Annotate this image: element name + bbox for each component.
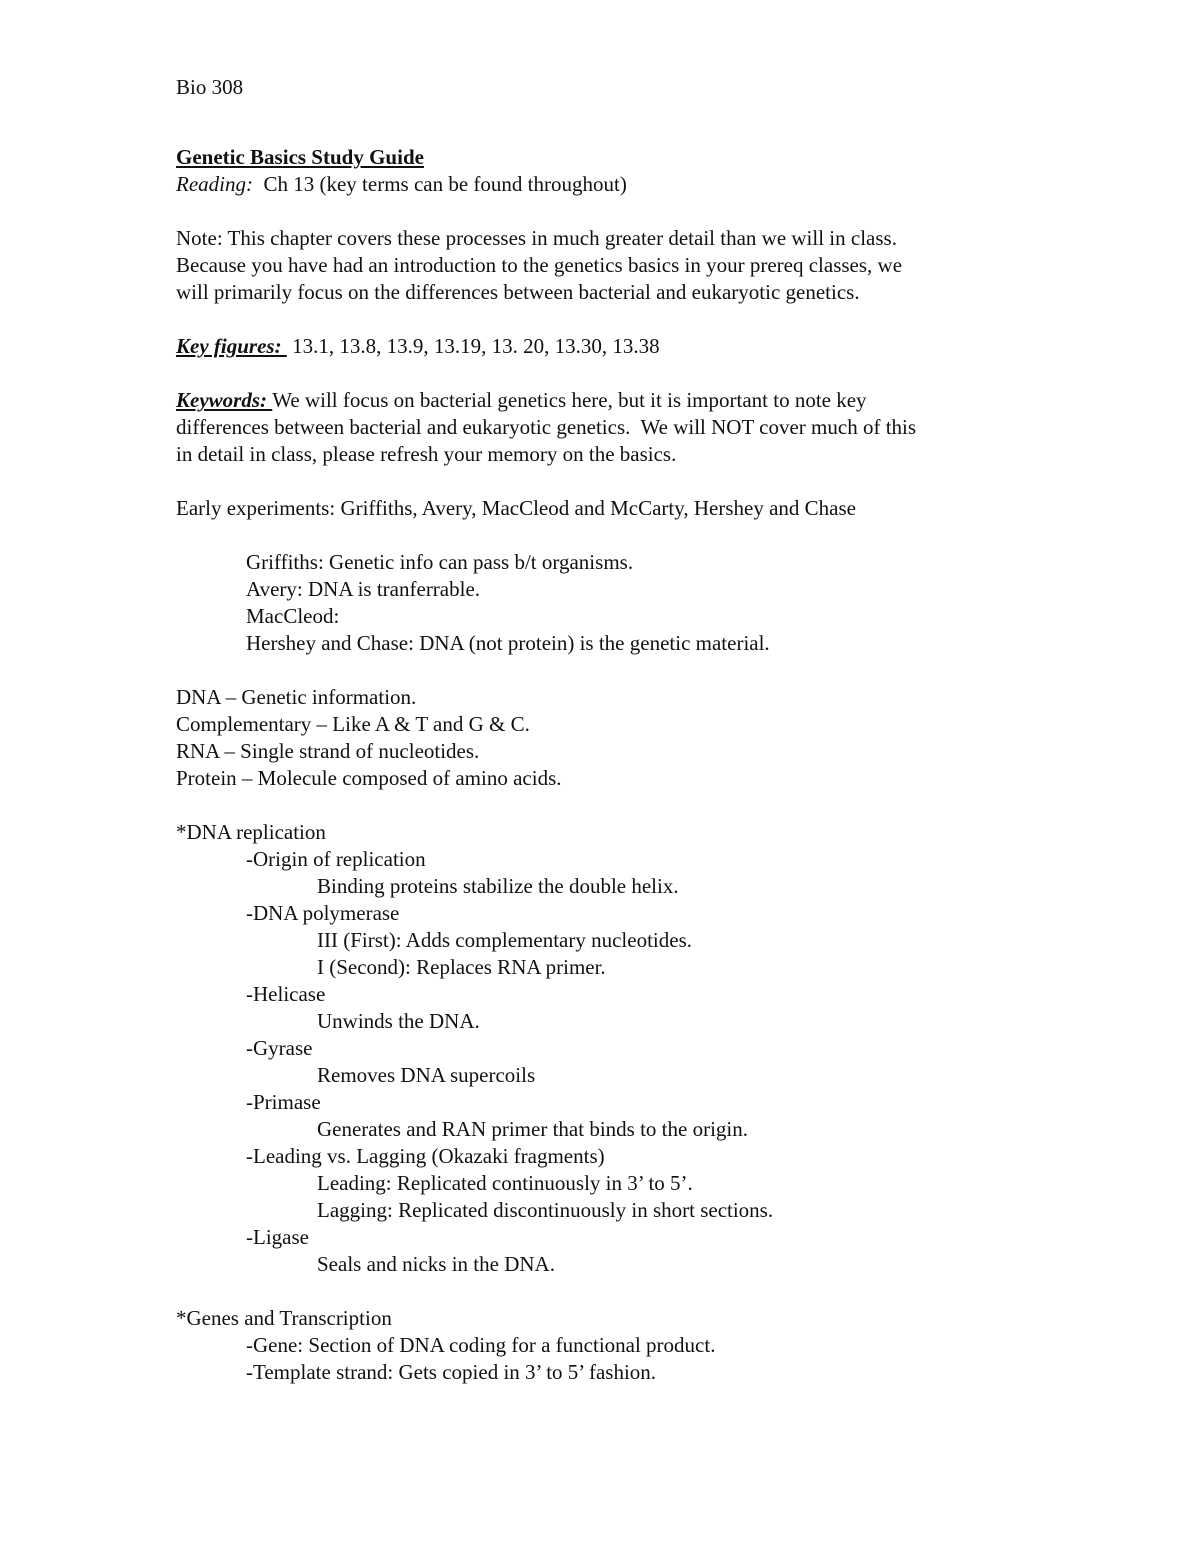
keywords-label: Keywords: xyxy=(176,388,273,412)
definition-item: Complementary – Like A & T and G & C. xyxy=(176,712,530,736)
replication-detail: Generates and RAN primer that binds to the origin. xyxy=(317,1117,748,1141)
early-experiments-heading: Early experiments: Griffiths, Avery, MacCleod and McCarty, Hershey and Chase xyxy=(176,496,856,520)
replication-detail: Binding proteins stabilize the double helix. xyxy=(317,874,679,898)
replication-topic: -Leading vs. Lagging (Okazaki fragments) xyxy=(246,1144,605,1168)
dna-replication-heading: *DNA replication xyxy=(176,820,326,844)
transcription-topic: -Gene: Section of DNA coding for a functional product. xyxy=(246,1333,716,1357)
keywords-line-3: in detail in class, please refresh your memory on the basics. xyxy=(176,442,677,466)
replication-detail: Unwinds the DNA. xyxy=(317,1009,480,1033)
replication-topic: -Ligase xyxy=(246,1225,309,1249)
note-line-1: Note: This chapter covers these processes in much greater detail than we will in class. xyxy=(176,226,897,250)
reading-label: Reading: xyxy=(176,172,253,196)
definition-item: Protein – Molecule composed of amino acids. xyxy=(176,766,562,790)
definition-item: DNA – Genetic information. xyxy=(176,685,417,709)
key-figures-list: 13.1, 13.8, 13.9, 13.19, 13. 20, 13.30, 13.38 xyxy=(286,334,660,358)
keywords-text: We will focus on bacterial genetics here, but it is important to note key xyxy=(272,388,867,412)
replication-topic: -DNA polymerase xyxy=(246,901,400,925)
transcription-topic: -Template strand: Gets copied in 3’ to 5’ fashion. xyxy=(246,1360,657,1384)
replication-topic: -Helicase xyxy=(246,982,326,1006)
replication-topic: -Gyrase xyxy=(246,1036,313,1060)
replication-detail: III (First): Adds complementary nucleotides. xyxy=(317,928,692,952)
reading-line xyxy=(176,171,627,198)
replication-topic: -Origin of replication xyxy=(246,847,426,871)
definition-item: RNA – Single strand of nucleotides. xyxy=(176,739,480,763)
course-code: Bio 308 xyxy=(176,75,244,99)
key-figures-line xyxy=(176,333,660,360)
genes-transcription-heading: *Genes and Transcription xyxy=(176,1306,392,1330)
experiment-item: Griffiths: Genetic info can pass b/t organisms. xyxy=(246,550,634,574)
replication-detail: Seals and nicks in the DNA. xyxy=(317,1252,555,1276)
key-figures-label: Key figures: xyxy=(176,334,287,358)
keywords-line-2: differences between bacterial and eukaryotic genetics. We will NOT cover much of this xyxy=(176,415,917,439)
reading-text: Ch 13 (key terms can be found throughout) xyxy=(252,172,627,196)
keywords-line-1 xyxy=(176,387,867,414)
note-line-3: will primarily focus on the differences between bacterial and eukaryotic genetics. xyxy=(176,280,860,304)
replication-detail: Removes DNA supercoils xyxy=(317,1063,536,1087)
experiment-item: MacCleod: xyxy=(246,604,340,628)
replication-detail: Lagging: Replicated discontinuously in short sections. xyxy=(317,1198,774,1222)
replication-detail: I (Second): Replaces RNA primer. xyxy=(317,955,606,979)
experiment-item: Hershey and Chase: DNA (not protein) is the genetic material. xyxy=(246,631,770,655)
experiment-item: Avery: DNA is tranferrable. xyxy=(246,577,481,601)
document-title: Genetic Basics Study Guide xyxy=(176,145,424,169)
replication-topic: -Primase xyxy=(246,1090,321,1114)
note-line-2: Because you have had an introduction to the genetics basics in your prereq classes, we xyxy=(176,253,903,277)
replication-detail: Leading: Replicated continuously in 3’ to 5’. xyxy=(317,1171,693,1195)
